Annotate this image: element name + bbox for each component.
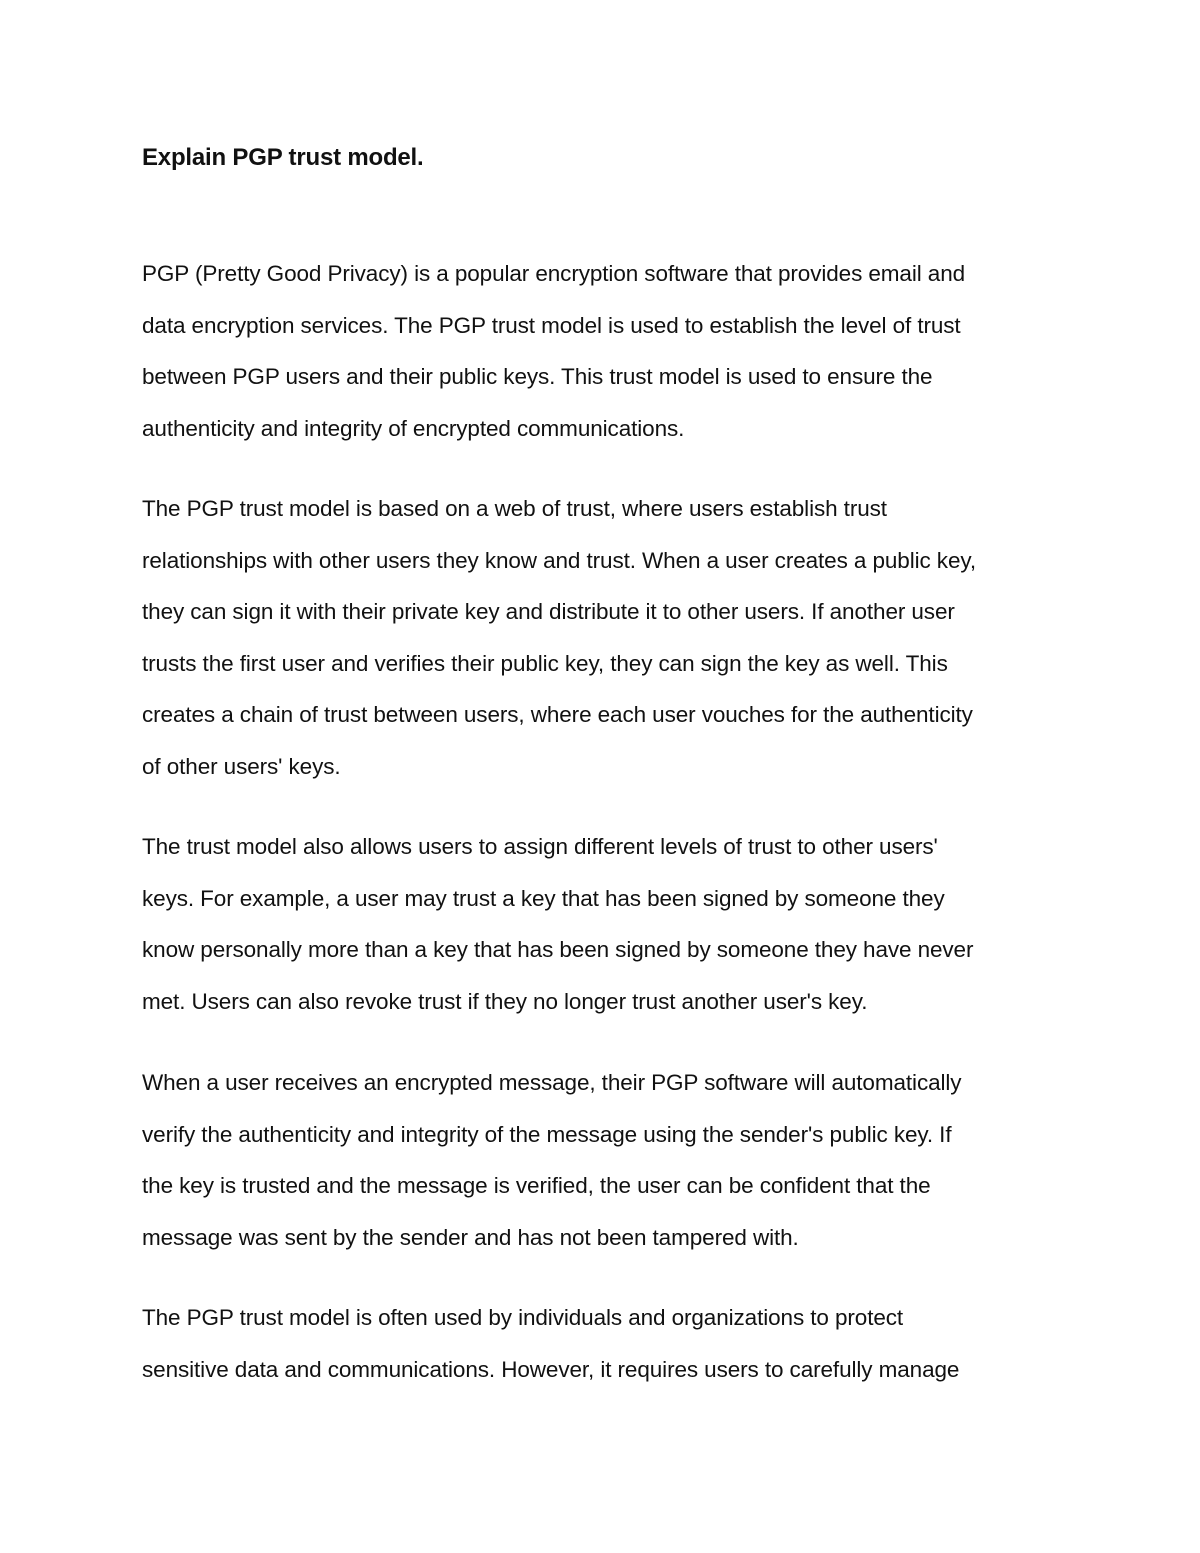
paragraph-1	[142, 248, 1062, 454]
text-line: keys. For example, a user may trust a key that has been signed by someone they	[142, 885, 945, 911]
paragraph-5	[142, 1292, 1062, 1395]
text-line: PGP (Pretty Good Privacy) is a popular encryption software that provides email and	[142, 261, 966, 286]
text-line: verify the authenticity and integrity of the message using the sender's public key. If	[142, 1121, 952, 1147]
text-line: data encryption services. The PGP trust model is used to establish the level of trust	[142, 312, 961, 338]
text-line: relationships with other users they know and trust. When a user creates a public key,	[142, 547, 976, 573]
text-line: of other users' keys.	[142, 753, 341, 779]
text-line: know personally more than a key that has been signed by someone they have never	[142, 937, 974, 962]
document-title: Explain PGP trust model.	[142, 144, 424, 171]
text-line: between PGP users and their public keys. This trust model is used to ensure the	[142, 364, 933, 389]
paragraph-3	[142, 821, 1062, 1027]
text-line: they can sign it with their private key and distribute it to other users. If another user	[142, 599, 955, 624]
paragraph-2	[142, 483, 1062, 792]
text-line: trusts the first user and verifies their public key, they can sign the key as well. This	[142, 650, 948, 676]
text-line: sensitive data and communications. However, it requires users to carefully manage	[142, 1356, 960, 1382]
text-line: The PGP trust model is based on a web of trust, where users establish trust	[142, 496, 887, 521]
text-line: The PGP trust model is often used by individuals and organizations to protect	[142, 1305, 904, 1330]
text-line: message was sent by the sender and has not been tampered with.	[142, 1224, 799, 1250]
paragraph-4	[142, 1057, 1062, 1263]
text-line: The trust model also allows users to assign different levels of trust to other users'	[142, 834, 938, 859]
text-line: the key is trusted and the message is verified, the user can be confident that the	[142, 1173, 931, 1198]
text-line: When a user receives an encrypted message, their PGP software will automatically	[142, 1070, 962, 1095]
text-line: authenticity and integrity of encrypted communications.	[142, 415, 685, 441]
text-line: met. Users can also revoke trust if they no longer trust another user's key.	[142, 988, 868, 1014]
text-line: creates a chain of trust between users, where each user vouches for the authenticity	[142, 702, 973, 727]
